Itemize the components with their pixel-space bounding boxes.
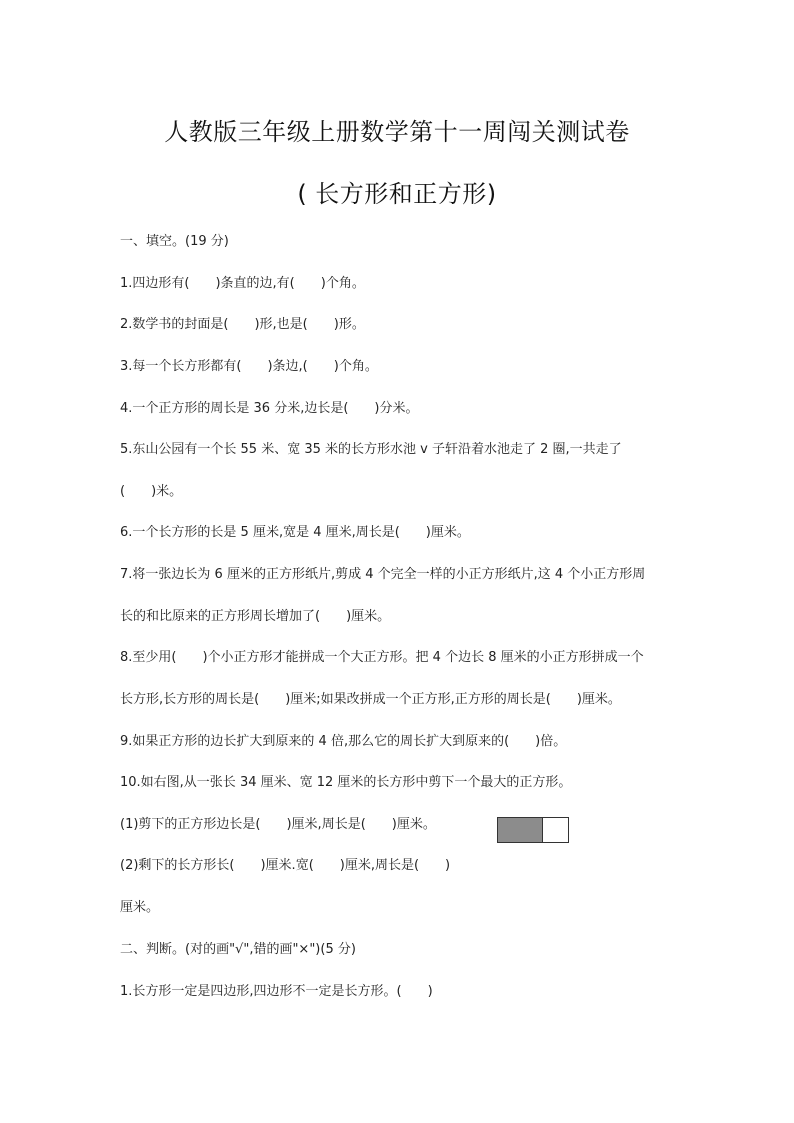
question-1: 1.四边形有( )条直的边,有( )个角。: [120, 276, 365, 291]
question-10: 10.如右图,从一张长 34 厘米、宽 12 厘米的长方形中剪下一个最大的正方形。: [120, 775, 572, 790]
question-4: 4.一个正方形的周长是 36 分米,边长是( )分米。: [120, 401, 419, 416]
cut-square-shape: [498, 818, 543, 842]
section-true-false-heading: 二、判断。(对的画"√",错的画"×")(5 分): [120, 942, 356, 957]
judge-question-1: 1.长方形一定是四边形,四边形不一定是长方形。( ): [120, 984, 433, 999]
page-title: 人教版三年级上册数学第十一周闯关测试卷: [164, 118, 630, 146]
question-10-part-2-line-1: (2)剩下的长方形长( )厘米.宽( )厘米,周长是( ): [120, 858, 451, 873]
question-7-line-2: 长的和比原来的正方形周长增加了( )厘米。: [120, 609, 391, 624]
question-9: 9.如果正方形的边长扩大到原来的 4 倍,那么它的周长扩大到原来的( )倍。: [120, 734, 567, 749]
question-5-line-2: ( )米。: [120, 484, 183, 499]
question-8-line-1: 8.至少用( )个小正方形才能拼成一个大正方形。把 4 个边长 8 厘米的小正方形拼成一个: [120, 650, 644, 665]
remaining-rectangle-shape: [543, 818, 568, 842]
section-fill-blank-heading: 一、填空。(19 分): [120, 234, 229, 249]
question-8-line-2: 长方形,长方形的周长是( )厘米;如果改拼成一个正方形,正方形的周长是( )厘米。: [120, 692, 621, 707]
question-7-line-1: 7.将一张边长为 6 厘米的正方形纸片,剪成 4 个完全一样的小正方形纸片,这 4 个小正方形周: [120, 567, 646, 582]
page-subtitle: ( 长方形和正方形): [297, 180, 497, 208]
question-5-line-1: 5.东山公园有一个长 55 米、宽 35 米的长方形水池 v 子轩沿着水池走了 2 圈,一共走了: [120, 442, 622, 457]
rectangle-cut-figure: [497, 817, 569, 843]
question-2: 2.数学书的封面是( )形,也是( )形。: [120, 317, 365, 332]
question-10-part-1: (1)剪下的正方形边长是( )厘米,周长是( )厘米。: [120, 817, 436, 832]
question-3: 3.每一个长方形都有( )条边,( )个角。: [120, 359, 378, 374]
question-10-part-2-line-2: 厘米。: [120, 900, 160, 915]
question-6: 6.一个长方形的长是 5 厘米,宽是 4 厘米,周长是( )厘米。: [120, 525, 470, 540]
